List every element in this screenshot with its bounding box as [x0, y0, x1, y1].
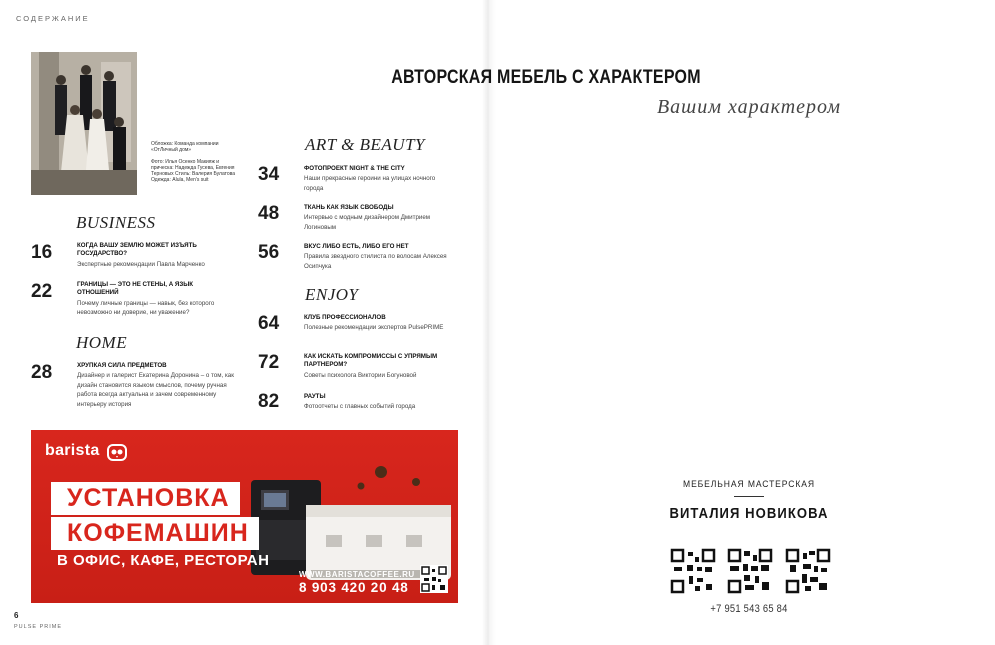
toc-entry[interactable]	[77, 242, 237, 269]
entry-number: 72	[258, 352, 280, 373]
ad-headline-1: УСТАНОВКА	[51, 482, 240, 515]
ad-headline-2: КОФЕМАШИН	[51, 517, 259, 550]
entry-number: 64	[258, 313, 280, 334]
workshop-phone[interactable]: +7 951 543 65 84	[710, 603, 788, 615]
entry-description: Почему личные границы — навык, без которого невозможно ни доверие, ни уважение?	[77, 299, 215, 316]
section-business: BUSINESS	[76, 213, 156, 232]
toc-entry[interactable]	[77, 281, 227, 317]
qr-code-icon[interactable]	[785, 548, 831, 594]
entry-description: Правила звездного стилиста по волосам Алексея Осипчука	[304, 253, 447, 270]
ad-qr-code-icon	[420, 565, 448, 593]
qr-code-icon[interactable]	[670, 548, 716, 594]
entry-title: КОГДА ВАШУ ЗЕМЛЮ МОЖЕТ ИЗЪЯТЬ ГОСУДАРСТВО?	[77, 242, 197, 258]
entry-description: Советы психолога Виктории Богуновой	[304, 371, 417, 379]
divider	[734, 496, 764, 497]
ad-phone[interactable]: 8 903 420 20 48	[299, 580, 409, 595]
toc-entry[interactable]	[304, 353, 454, 380]
magazine-name: PULSE PRIME	[14, 624, 62, 630]
page-number: 6	[14, 611, 19, 620]
entry-title: ТКАНЬ КАК ЯЗЫК СВОБОДЫ	[304, 204, 394, 211]
furniture-title: АВТОРСКАЯ МЕБЕЛЬ С ХАРАКТЕРОМ	[391, 66, 701, 88]
cover-caption	[151, 141, 241, 189]
entry-number: 82	[258, 391, 280, 412]
cover-caption-credits: Фото: Илья Осенко Макияж и прическа: Надежда Гусева, Евгения Терновых Стиль: Валерия Булатова Одежда: Alula, Men's suit	[151, 158, 236, 184]
entry-description: Интервью с модным дизайнером Дмитрием Логиновым	[304, 214, 431, 231]
barista-advertisement[interactable]	[31, 430, 458, 603]
toc-entry[interactable]	[304, 314, 454, 333]
workshop-label: МЕБЕЛЬНАЯ МАСТЕРСКАЯ	[683, 479, 815, 490]
furniture-script-tagline: Вашим характером	[656, 96, 842, 118]
entry-title: ГРАНИЦЫ — ЭТО НЕ СТЕНЫ, А ЯЗЫК ОТНОШЕНИЙ	[77, 281, 194, 297]
owl-icon	[107, 442, 127, 462]
ad-headline-3: В ОФИС, КАФЕ, РЕСТОРАН	[57, 552, 270, 569]
workshop-name: ВИТАЛИЯ НОВИКОВА	[669, 506, 829, 522]
toc-entry[interactable]	[304, 243, 454, 271]
entry-title: КЛУБ ПРОФЕССИОНАЛОВ	[304, 314, 386, 321]
toc-entry[interactable]	[77, 362, 237, 409]
entry-title: РАУТЫ	[304, 393, 326, 400]
entry-number: 48	[258, 203, 280, 224]
entry-description: Полезные рекомендации экспертов PulsePRIME	[304, 324, 444, 332]
entry-title: ХРУПКАЯ СИЛА ПРЕДМЕТОВ	[77, 362, 167, 369]
section-label: СОДЕРЖАНИЕ	[16, 14, 90, 23]
toc-entry[interactable]	[304, 393, 454, 412]
entry-number: 16	[31, 242, 53, 263]
entry-title: ВКУС ЛИБО ЕСТЬ, ЛИБО ЕГО НЕТ	[304, 243, 409, 250]
cover-caption-cover: Обложка: Команда компании «ОтЛичный дом»	[151, 141, 219, 154]
cover-photo	[31, 52, 137, 195]
entry-description: Дизайнер и галерист Екатерина Доронина – о том, как дизайн становится языком смыслов, почему ручная работа всегда актуальна и зачем современному интерьеру история	[77, 372, 234, 408]
entry-description: Экспертные рекомендации Павла Марченко	[77, 260, 205, 268]
entry-description: Наши прекрасные героини на улицах ночного города	[304, 175, 436, 192]
ad-brand-logo: barista	[45, 442, 100, 459]
entry-description: Фотоотчеты с главных событий города	[304, 403, 416, 411]
section-art-beauty: ART & BEAUTY	[305, 135, 425, 154]
entry-number: 56	[258, 242, 280, 263]
section-enjoy: ENJOY	[305, 285, 359, 304]
entry-title: КАК ИСКАТЬ КОМПРОМИССЫ С УПРЯМЫМ ПАРТНЕРОМ?	[304, 353, 438, 369]
section-home: HOME	[76, 333, 128, 352]
ad-url[interactable]: WWW.BARISTACOFFEE.RU	[299, 570, 415, 579]
toc-entry[interactable]	[304, 204, 454, 232]
qr-code-icon[interactable]	[727, 548, 773, 594]
entry-number: 28	[31, 362, 53, 383]
entry-number: 34	[258, 164, 280, 185]
entry-title: ФОТОПРОЕКТ NIGHT & THE CITY	[304, 165, 405, 172]
toc-entry[interactable]	[304, 165, 454, 193]
entry-number: 22	[31, 281, 53, 302]
